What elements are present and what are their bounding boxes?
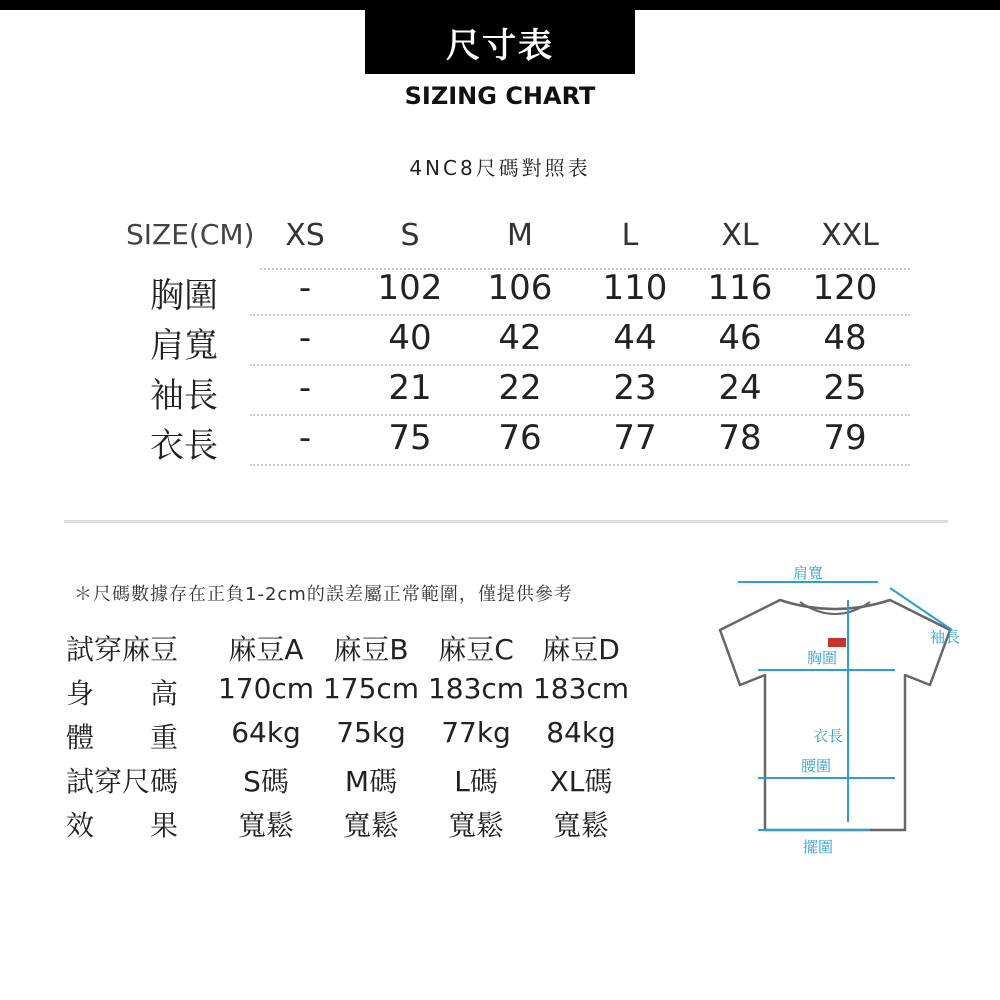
fit-cell: 寬鬆 xyxy=(552,809,609,842)
row-label: 衣長 xyxy=(150,426,218,466)
row-label: 胸圍 xyxy=(150,276,218,316)
size-cell: - xyxy=(298,418,312,458)
tshirt-outline xyxy=(720,600,950,830)
size-row-shoulder xyxy=(120,318,920,368)
row-divider xyxy=(250,464,910,466)
measurement-note: ＊尺碼數據存在正負1-2cm的誤差屬正常範圍，僅提供參考 xyxy=(74,584,573,605)
fit-table xyxy=(66,628,666,848)
fit-label: 體 重 xyxy=(66,721,179,754)
fit-cell: 寬鬆 xyxy=(447,809,504,842)
fit-cell: S碼 xyxy=(243,765,289,798)
fit-cell: XL碼 xyxy=(549,765,613,798)
size-row-chest xyxy=(120,268,920,318)
page-title: 尺寸表 xyxy=(365,10,635,74)
fit-cell: 175cm xyxy=(322,672,420,705)
chest-label: 胸圍 xyxy=(806,649,838,667)
size-header: M xyxy=(507,218,533,253)
fit-label: 試穿麻豆 xyxy=(66,633,179,666)
fit-cell: 寬鬆 xyxy=(237,809,294,842)
tshirt-diagram xyxy=(700,560,970,860)
size-cell: 44 xyxy=(613,318,657,358)
row-label: 肩寬 xyxy=(150,326,218,366)
waist-label: 腰圍 xyxy=(800,757,832,775)
fit-cell: 84kg xyxy=(546,716,616,749)
fit-cell: 麻豆A xyxy=(228,633,304,666)
size-cell: 120 xyxy=(812,268,878,308)
size-row-sleeve xyxy=(120,368,920,418)
row-divider xyxy=(250,414,910,416)
size-cell: 78 xyxy=(718,418,762,458)
fit-cell: M碼 xyxy=(344,765,398,798)
fit-cell: 77kg xyxy=(441,716,511,749)
fit-cell: 寬鬆 xyxy=(342,809,399,842)
fit-row-model xyxy=(66,628,666,672)
row-divider xyxy=(250,314,910,316)
size-cell: 40 xyxy=(388,318,432,358)
row-divider xyxy=(250,364,910,366)
size-header: S xyxy=(400,218,420,253)
fit-cell: 75kg xyxy=(336,716,406,749)
size-cell: 75 xyxy=(388,418,432,458)
size-cell: 24 xyxy=(718,368,762,408)
size-cell: 21 xyxy=(388,368,432,408)
size-cell: 42 xyxy=(498,318,542,358)
size-cell: 23 xyxy=(613,368,657,408)
size-cell: 116 xyxy=(707,268,773,308)
size-table xyxy=(120,218,920,468)
fit-row-size xyxy=(66,760,666,804)
length-label: 衣長 xyxy=(812,727,844,745)
size-cell: 106 xyxy=(487,268,553,308)
top-bar xyxy=(0,0,1000,10)
fit-label: 效 果 xyxy=(66,809,179,842)
fit-cell: 170cm xyxy=(217,672,315,705)
logo-icon xyxy=(828,638,846,647)
fit-cell: 麻豆C xyxy=(438,633,514,666)
size-header: XXL xyxy=(821,218,879,253)
size-cell: 22 xyxy=(498,368,542,408)
size-cell: 79 xyxy=(823,418,867,458)
size-cell: 46 xyxy=(718,318,762,358)
chart-name: 4NC8尺碼對照表 xyxy=(409,156,591,180)
row-label: 袖長 xyxy=(150,376,218,416)
size-header: L xyxy=(621,218,639,253)
fit-cell: 麻豆B xyxy=(333,633,409,666)
size-header-row xyxy=(120,218,920,268)
size-corner-label: SIZE(CM) xyxy=(126,218,255,251)
fit-row-weight xyxy=(66,716,666,760)
fit-cell: 183cm xyxy=(427,672,525,705)
fit-row-height xyxy=(66,672,666,716)
size-cell: - xyxy=(298,368,312,408)
size-cell: - xyxy=(298,318,312,358)
fit-cell: 183cm xyxy=(532,672,630,705)
size-cell: 48 xyxy=(823,318,867,358)
size-cell: 25 xyxy=(823,368,867,408)
fit-cell: 麻豆D xyxy=(542,633,620,666)
fit-label: 身 高 xyxy=(66,677,179,710)
size-cell: 102 xyxy=(377,268,443,308)
page-subtitle: SIZING CHART xyxy=(404,82,596,110)
size-cell: 77 xyxy=(613,418,657,458)
size-cell: 76 xyxy=(498,418,542,458)
fit-cell: L碼 xyxy=(454,765,498,798)
size-header: XS xyxy=(285,218,325,253)
fit-label: 試穿尺碼 xyxy=(66,765,179,798)
size-header: XL xyxy=(721,218,759,253)
fit-row-effect xyxy=(66,804,666,848)
size-row-length xyxy=(120,418,920,468)
hem-label: 擺圍 xyxy=(802,838,834,856)
section-divider xyxy=(64,520,948,523)
sleeve-label: 袖長 xyxy=(930,628,961,646)
shoulder-label: 肩寬 xyxy=(792,564,824,582)
fit-cell: 64kg xyxy=(231,716,301,749)
size-cell: - xyxy=(298,268,312,308)
size-cell: 110 xyxy=(602,268,668,308)
